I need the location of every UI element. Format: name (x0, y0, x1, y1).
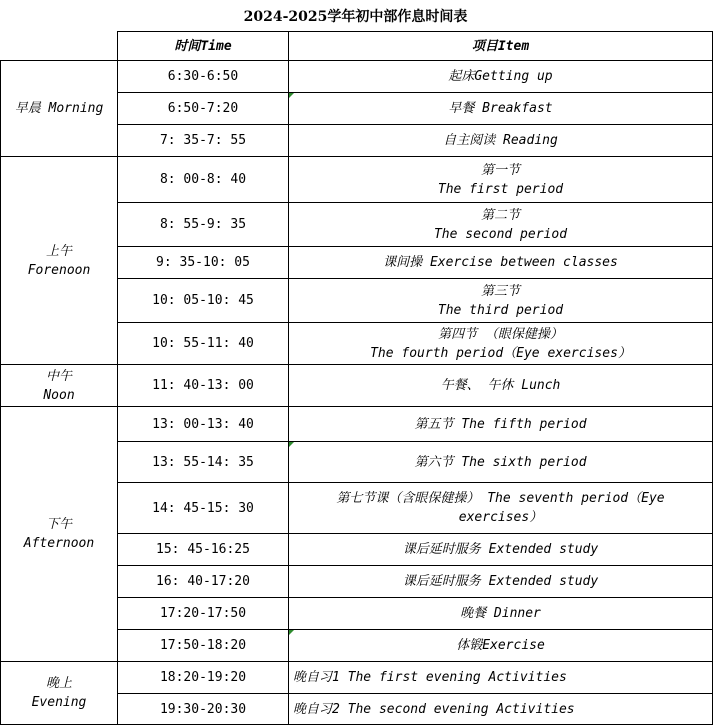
table-row (1, 407, 713, 442)
item-cell (289, 598, 713, 630)
item-cell (289, 662, 713, 694)
item-text: 第五节 The fifth period (414, 416, 587, 432)
header-time: 时间Time (118, 32, 289, 61)
item-text-en: The second period (433, 226, 568, 242)
item-text: 晚自习2 The second evening Activities (293, 701, 575, 717)
period-label: 晚上 (45, 676, 72, 691)
item-text: 课间操 Exercise between classes (383, 255, 618, 270)
item-text: 第七节课（含眼保健操） The seventh period（Eye (336, 491, 665, 506)
item-text-en: exercises） (458, 510, 543, 525)
item-text: 第三节 (480, 283, 520, 299)
period-afternoon (1, 407, 118, 662)
table-row (1, 157, 713, 203)
time-cell: 17:50-18:20 (118, 630, 289, 662)
time-cell: 13: 55-14: 35 (118, 442, 289, 483)
period-label-en: Forenoon (27, 262, 91, 278)
table-row (1, 61, 713, 93)
period-label-en: Afternoon (23, 536, 95, 551)
table-row (1, 365, 713, 407)
time-cell: 10: 05-10: 45 (118, 279, 289, 323)
corner-cell (1, 32, 118, 61)
item-cell (289, 407, 713, 442)
item-cell (289, 125, 713, 157)
period-morning (1, 61, 118, 157)
table-row (1, 662, 713, 694)
item-cell (289, 442, 713, 483)
period-label-en: Noon (43, 387, 75, 403)
period-label: 下午 (45, 517, 72, 532)
time-cell: 7: 35-7: 55 (118, 125, 289, 157)
time-cell: 15: 45-16:25 (118, 534, 289, 566)
period-evening (1, 662, 118, 725)
item-text: 晚餐 Dinner (460, 606, 541, 621)
item-text: 晚自习1 The first evening Activities (293, 670, 567, 685)
item-text-en: The third period (437, 302, 564, 318)
header-item: 项目Item (289, 32, 713, 61)
period-label: 上午 (45, 243, 72, 259)
period-label-en: Evening (31, 695, 87, 710)
header-row (1, 32, 713, 61)
item-cell (289, 61, 713, 93)
item-cell (289, 694, 713, 725)
time-cell: 8: 00-8: 40 (118, 157, 289, 203)
time-cell: 11: 40-13: 00 (118, 365, 289, 407)
item-cell (289, 203, 713, 247)
time-cell: 19:30-20:30 (118, 694, 289, 725)
time-cell: 9: 35-10: 05 (118, 247, 289, 279)
item-text: 体锻Exercise (456, 638, 545, 653)
item-cell (289, 279, 713, 323)
time-cell: 16: 40-17:20 (118, 566, 289, 598)
item-cell (289, 630, 713, 662)
time-cell: 18:20-19:20 (118, 662, 289, 694)
item-cell (289, 566, 713, 598)
item-cell (289, 247, 713, 279)
time-cell: 13: 00-13: 40 (118, 407, 289, 442)
period-label: 早晨 Morning (14, 101, 104, 116)
item-cell (289, 157, 713, 203)
item-text: 第二节 (480, 207, 520, 223)
period-forenoon (1, 157, 118, 365)
item-text: 课后延时服务 Extended study (402, 574, 599, 589)
item-text: 第一节 (480, 162, 520, 178)
schedule-title: 2024-2025学年初中部作息时间表 (243, 8, 468, 25)
time-cell: 6:50-7:20 (118, 93, 289, 125)
item-cell (289, 483, 713, 534)
time-cell: 8: 55-9: 35 (118, 203, 289, 247)
item-text: 午餐、 午休 Lunch (440, 378, 561, 393)
period-label: 中午 (45, 368, 72, 384)
time-cell: 17:20-17:50 (118, 598, 289, 630)
item-text: 早餐 Breakfast (448, 101, 553, 116)
item-cell (289, 93, 713, 125)
item-text-en: The fourth period（Eye exercises） (370, 345, 631, 361)
period-noon (1, 365, 118, 407)
item-cell (289, 365, 713, 407)
time-cell: 10: 55-11: 40 (118, 323, 289, 365)
time-cell: 14: 45-15: 30 (118, 483, 289, 534)
item-text: 起床Getting up (448, 69, 553, 84)
item-text-en: The first period (437, 181, 564, 197)
item-text: 课后延时服务 Extended study (402, 542, 599, 557)
time-cell: 6:30-6:50 (118, 61, 289, 93)
schedule-table (0, 31, 713, 725)
item-text: 自主阅读 Reading (443, 133, 558, 148)
item-cell (289, 534, 713, 566)
item-text: 第六节 The sixth period (414, 454, 587, 470)
item-text: 第四节 （眼保健操） (438, 326, 563, 342)
item-cell (289, 323, 713, 365)
